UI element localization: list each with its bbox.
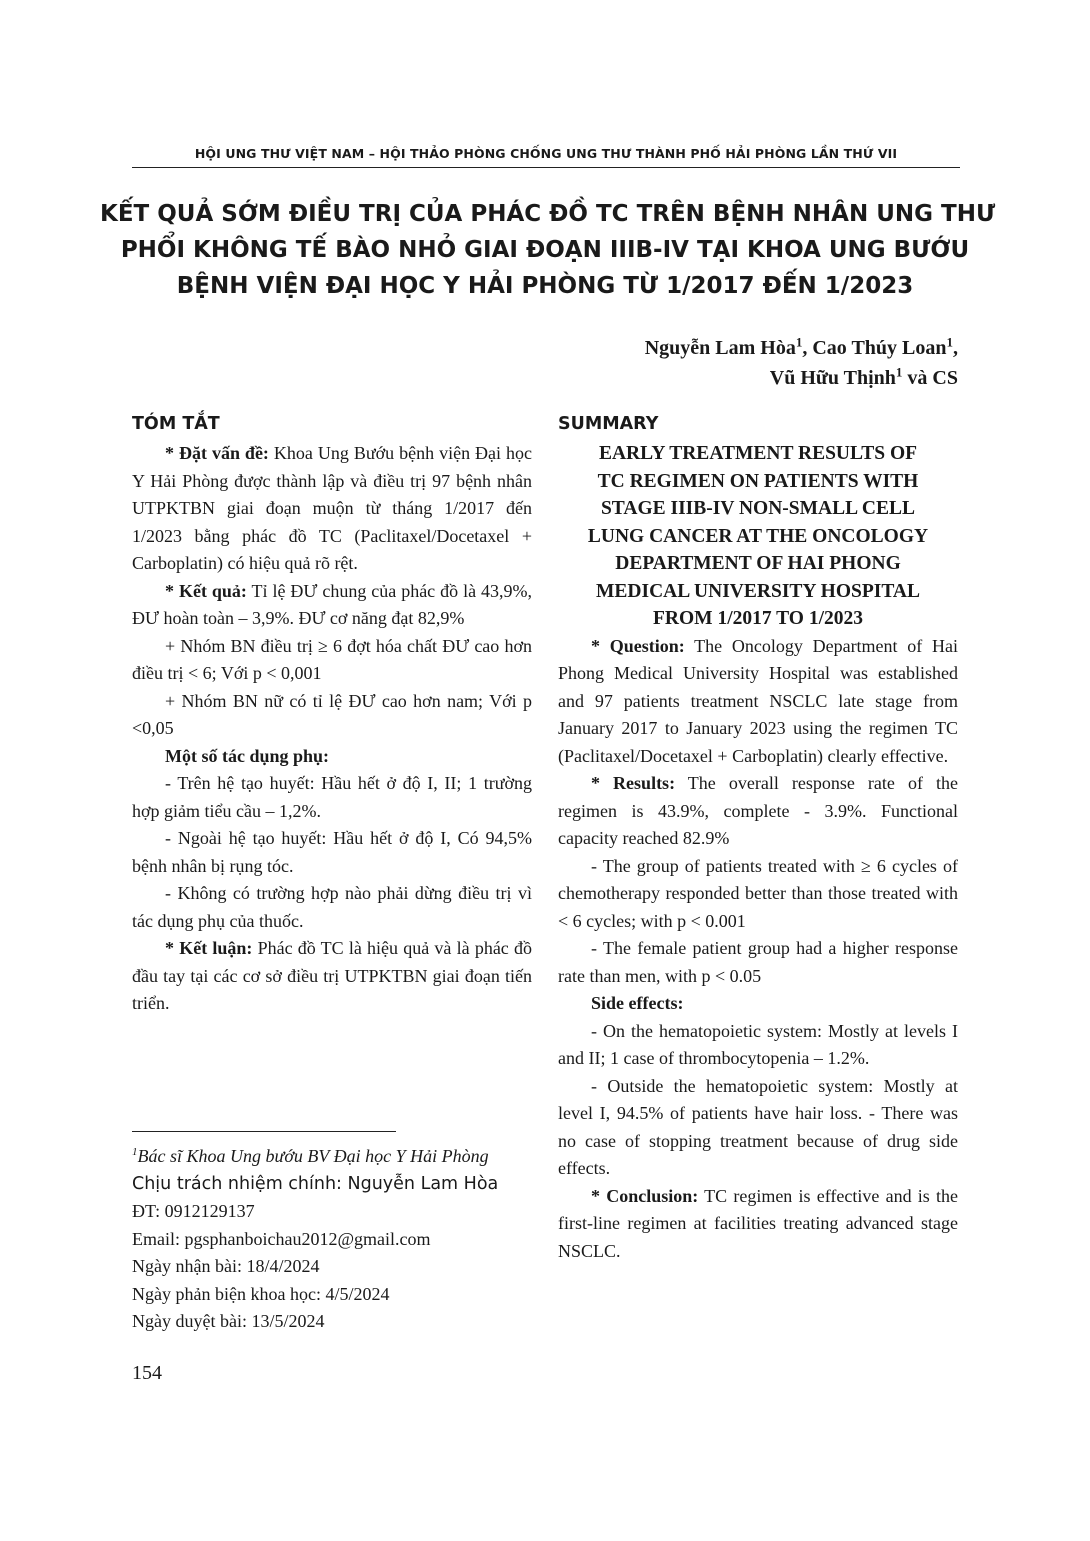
abstract-result-item: + Nhóm BN điều trị ≥ 6 đợt hóa chất ĐƯ cao hơn điều trị < 6; Với p < 0,001 [132,635,532,683]
summary-results: * Results: The overall response rate of the regimen is 43.9%, complete - 3.9%. Functional capacity reached 82.9% [558,773,958,848]
footnote-block [132,1143,542,1336]
abstract-english [558,414,958,1265]
abstract-conclusion: * Kết luận: Phác đồ TC là hiệu quả và là phác đồ đầu tay tại các cơ sở điều trị UTPKTBN giai đoạn tiến triển. [132,938,532,1013]
author-line-2 [358,363,958,393]
english-title-line: LUNG CANCER AT THE ONCOLOGY [587,525,929,547]
english-title-line: DEPARTMENT OF HAI PHONG [615,553,901,574]
summary-question: * Question: The Oncology Department of Hai Phong Medical University Hospital was established and 97 patients treatment NSCLC late stage from January 2017 to January 2023 using the regimen TC (Paclitaxel/Docetaxel + Carboplatin) clearly effective. [558,635,958,766]
abstract-background: * Đặt vấn đề: Khoa Ung Bướu bệnh viện Đại học Y Hải Phòng được thành lập và điều trị 97 bệnh nhân UTPKTBN giai đoạn muộn từ tháng 1/2017 đến 1/2023 bằng phác đồ TC (Paclitaxel/Docetaxel + Carboplatin) có hiệu quả rõ rệt. [132,443,532,573]
et-al: và CS [902,367,958,389]
summary-result-item: - The female patient group had a higher response rate than men, with p < 0.05 [558,938,958,986]
english-title [558,440,958,633]
english-title-line: STAGE IIIB-IV NON-SMALL CELL [600,498,916,519]
affiliation-marker: 1 [895,364,903,380]
abstract-result-item: + Nhóm BN nữ có tỉ lệ ĐƯ cao hơn nam; Với p <0,05 [132,690,532,738]
article-title-line: BỆNH VIỆN ĐẠI HỌC Y HẢI PHÒNG TỪ 1/2017 ĐẾN 1/2023 [176,273,914,299]
side-effect-item: - Không có trường hợp nào phải dừng điều trị vì tác dụng phụ của thuốc. [132,883,532,931]
page-number: 154 [132,1362,162,1384]
author-line-1: Nguyễn Lam Hòa$^1$, Cao Thúy Loan$^1$, [644,334,958,359]
side-effect-item: - Ngoài hệ tạo huyết: Hầu hết ở độ I, Có 94,5% bệnh nhân bị rụng tóc. [132,828,532,876]
corresponding-author: Chịu trách nhiệm chính: Nguyễn Lam Hòa [132,1173,499,1194]
header-rule [132,167,960,168]
summary-result-item: - The group of patients treated with ≥ 6 cycles of chemotherapy responded better than those treated with < 6 cycles; with p < 0.001 [558,855,958,931]
article-title [100,196,996,304]
side-effects-heading: Một số tác dụng phụ: [165,745,330,766]
side-effect-item: - On the hematopoietic system: Mostly at levels I and II; 1 case of thrombocytopenia – 1.2%. [558,1020,958,1068]
summary-conclusion: * Conclusion: TC regimen is effective and is the first-line regimen at facilities treating advanced stage NSCLC. [558,1185,958,1261]
footnote-email: Email: pgsphanboichau2012@gmail.com [132,1228,431,1249]
abstract-vietnamese [132,414,532,1018]
author-name: Cao Thúy Loan [812,337,947,359]
footnote-phone: ĐT: 0912129137 [132,1201,255,1221]
article-title-line: KẾT QUẢ SỚM ĐIỀU TRỊ CỦA PHÁC ĐỒ TC TRÊN BỆNH NHÂN UNG THƯ [100,201,996,227]
date-reviewed: Ngày phản biện khoa học: 4/5/2024 [132,1283,390,1304]
running-header: HỘI UNG THƯ VIỆT NAM – HỘI THẢO PHÒNG CHỐNG UNG THƯ THÀNH PHỐ HẢI PHÒNG LẦN THỨ VII [194,146,898,161]
english-title-line: TC REGIMEN ON PATIENTS WITH [597,470,919,492]
section-heading: SUMMARY [558,414,659,434]
side-effect-item: - Outside the hematopoietic system: Mostly at level I, 94.5% of patients have hair loss. - There was no case of stopping treatment because of drug side effects. [558,1075,958,1178]
author-name: Vũ Hữu Thịnh [769,367,896,389]
article-title-line: PHỔI KHÔNG TẾ BÀO NHỎ GIAI ĐOẠN IIIB-IV TẠI KHOA UNG BƯỚU [120,237,970,263]
abstract-results: * Kết quả: Tỉ lệ ĐƯ chung của phác đồ là 43,9%, ĐƯ hoàn toàn – 3,9%. ĐƯ cơ năng đạt 82,9% [132,580,533,628]
author-name: Nguyễn Lam Hòa [644,337,796,359]
english-title-line: EARLY TREATMENT RESULTS OF [598,443,918,464]
date-accepted: Ngày duyệt bài: 13/5/2024 [132,1311,325,1331]
side-effects-heading: Side effects: [591,993,684,1013]
footnote-affiliation: $^1$Bác sĩ Khoa Ung bướu BV Đại học Y Hải Phòng [132,1146,489,1166]
affiliation-marker: 1 [946,334,953,350]
footnote-rule [132,1131,396,1132]
english-title-line: MEDICAL UNIVERSITY HOSPITAL [596,580,920,602]
side-effect-item: - Trên hệ tạo huyết: Hầu hết ở độ I, II; 1 trường hợp giảm tiểu cầu – 1,2%. [132,773,532,821]
author-list [358,333,958,393]
affiliation-marker: 1 [795,334,803,350]
english-title-line: FROM 1/2017 TO 1/2023 [653,608,863,629]
date-received: Ngày nhận bài: 18/4/2024 [132,1256,320,1276]
section-heading: TÓM TẮT [132,414,220,434]
